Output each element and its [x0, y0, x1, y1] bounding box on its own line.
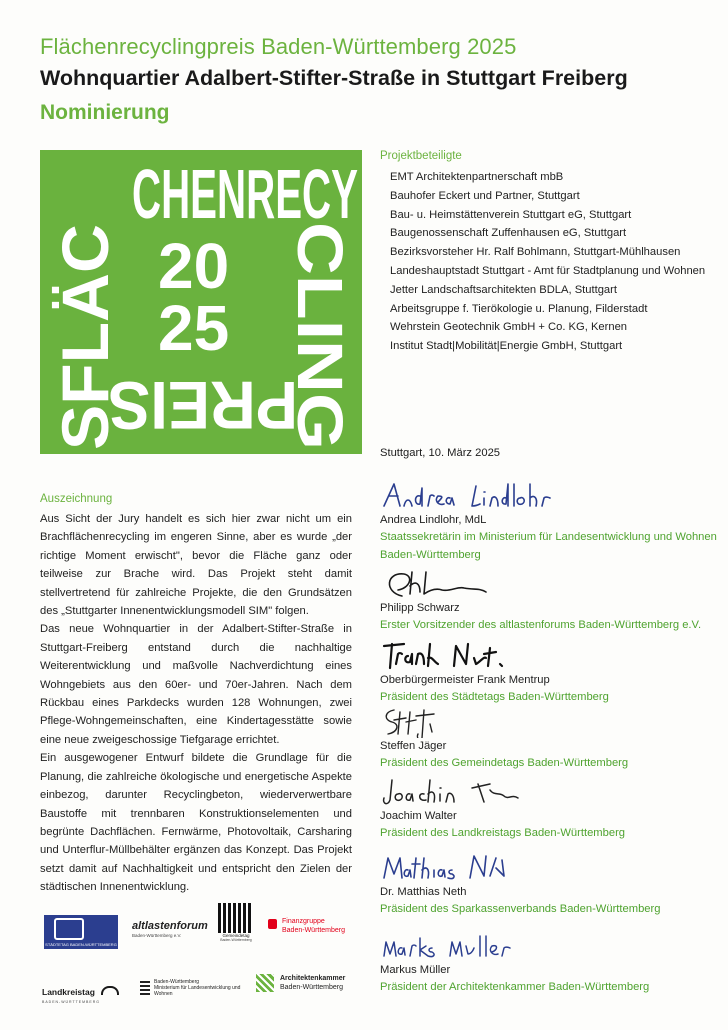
signature-block-jaeger: [380, 704, 720, 772]
list-item: Bau- u. Heimstättenverein Stuttgart eG, Stuttgart: [390, 208, 632, 221]
list-item: Jetter Landschaftsarchitekten BDLA, Stuttgart: [390, 283, 617, 296]
finanzgruppe-logo: [268, 917, 358, 935]
signatory-role: Präsident des Städtetags Baden-Württemberg: [380, 691, 609, 703]
signatory-role: Präsident des Sparkassenverbands Baden-Württemberg: [380, 903, 661, 915]
list-item: Baugenossenschaft Zuffenhausen eG, Stuttgart: [390, 227, 627, 240]
place-date: Stuttgart, 10. März 2025: [380, 447, 501, 459]
award-paragraph: Aus Sicht der Jury handelt es sich hier zwar nicht um ein Brachflächenrecycling im engeren Sinne, aber es wurde „der richtige Moment erwischt", bevor die Fläche ganz oder teilweise zur Brache wird. Das Projekt steht damit stellvertretend für zahlreiche Projekte, die den Grundsätzen des „Stuttgarter Innenentwicklungsmodell SIM" folgen.: [40, 513, 352, 618]
logo-year-25: 25: [158, 292, 230, 364]
participants-heading: Projektbeteiligte: [380, 150, 462, 162]
list-item: Landeshauptstadt Stuttgart - Amt für Stadtplanung und Wohnen: [390, 264, 706, 277]
list-item: Arbeitsgruppe f. Tierökologie u. Planung, Filderstadt: [390, 302, 648, 315]
participants-list: [390, 168, 705, 356]
signatory-name: Philipp Schwarz: [380, 602, 460, 614]
architektenkammer-emblem: [256, 974, 274, 992]
signatory-role: Präsident des Gemeindetags Baden-Württemberg: [380, 757, 629, 769]
signatory-role: Präsident der Architektenkammer Baden-Württemberg: [380, 981, 650, 993]
landkreistag-sub: BADEN-WÜRTTEMBERG: [42, 1000, 100, 1004]
award-paragraph: Ein ausgewogener Entwurf bildete die Grundlage für die Planung, die zahlreiche ökologische und energetische Aspekte einbezog, darunter Recyclingbeton, wiederverwertbare Baustoffe mit trennbaren Konstruktionselementen und begrünte Dachflächen. Fernwärme, Photovoltaik, Carsharing und Unterflur-Müllbehälter ergänzen das Konzept. Das Projekt setzt damit auf Nachhaltigkeit und entspricht den Zielen der städtischen Innenentwicklung.: [40, 752, 352, 894]
logo-letters-bottom: PREIS: [108, 367, 298, 443]
landkreistag-label: Landkreistag: [42, 987, 95, 997]
logo-letters-right: CLING: [284, 222, 356, 422]
gemeindetag-label: Gemeindetag: [222, 933, 250, 938]
nomination-label: Nominierung: [40, 101, 170, 124]
signatory-name: Joachim Walter: [380, 810, 457, 822]
signature-block-neth: [380, 850, 720, 918]
staedtetag-label: STÄDTETAG BADEN-WÜRTTEMBERG: [45, 942, 117, 947]
ministerium-label: Baden-Württemberg: [154, 979, 200, 985]
award-paragraph: Das neue Wohnquartier in der Adalbert-Stifter-Straße in Stuttgart-Freiberg entstand durch die nachhaltige Weiterentwicklung und maßvolle Nachverdichtung eines Wohngebiets aus den 60er- und 70er-Jahren. Nach dem Rückbau eines Parkdecks wurden 128 Wohnungen, zwei Pflege-Wohngemeinschaften, eine Kindertagesstätte sowie eine neue zweigeschossige Tiefgarage errichtet.: [40, 623, 352, 746]
signatory-role: Präsident des Landkreistags Baden-Württemberg: [380, 827, 626, 839]
landkreistag-logo: [42, 982, 130, 1004]
staedtetag-emblem: [54, 918, 84, 940]
award-text-body: [40, 510, 352, 897]
award-logo-lettering: [40, 150, 362, 454]
signatory-name: Steffen Jäger: [380, 740, 447, 752]
logo-letters-top: CHENRECY: [132, 155, 358, 233]
staedtetag-logo: [44, 915, 118, 949]
finanzgruppe-sub: Baden-Württemberg: [282, 927, 346, 934]
gemeindetag-sub: Baden-Württemberg: [220, 938, 252, 942]
list-item: Institut Stadt|Mobilität|Energie GmbH, Stuttgart: [390, 340, 623, 353]
architektenkammer-label: Architektenkammer: [280, 975, 346, 982]
handwritten-signature: [380, 478, 560, 512]
list-item: Wehrstein Geotechnik GmbH + Co. KG, Kernen: [390, 321, 628, 334]
signatory-role: Erster Vorsitzender des altlastenforums Baden-Württemberg e.V.: [380, 619, 702, 631]
award-text-heading: Auszeichnung: [40, 493, 113, 505]
handwritten-signature: [380, 704, 560, 738]
signatory-name: Dr. Matthias Neth: [380, 886, 467, 898]
handwritten-signature: [380, 928, 560, 962]
signatory-name: Markus Müller: [380, 964, 451, 976]
list-item: Bauhofer Eckert und Partner, Stuttgart: [390, 189, 580, 202]
ministerium-logo: [140, 979, 244, 997]
handwritten-signature: [380, 638, 560, 672]
list-item: EMT Architektenpartnerschaft mbB: [390, 171, 564, 183]
signatory-name: Andrea Lindlohr, MdL: [380, 514, 487, 526]
architektenkammer-logo: [256, 974, 356, 992]
gemeindetag-logo: [218, 903, 254, 942]
list-item: Bezirksvorsteher Hr. Ralf Bohlmann, Stuttgart-Mühlhausen: [390, 246, 681, 259]
architektenkammer-sub: Baden-Württemberg: [280, 984, 344, 991]
handwritten-signature: [380, 566, 560, 600]
signatory-role: Staatssekretärin im Ministerium für Landesentwicklung und Wohnen Baden-Württemberg: [380, 531, 717, 561]
handwritten-signature: [380, 774, 560, 808]
logo-year-20: 20: [158, 230, 230, 302]
ministerium-sub: Ministerium für Landesentwicklung und Wohnen: [154, 985, 241, 997]
signature-block-mueller: [380, 928, 720, 996]
signature-block-schwarz: [380, 566, 720, 634]
signature-block-lindlohr: [380, 478, 720, 564]
gemeindetag-emblem: [218, 903, 252, 933]
logo-letters-left: SFLÄC: [48, 230, 122, 450]
state-coat-of-arms-icon: [140, 981, 150, 995]
sparkasse-icon: [268, 919, 277, 929]
signatory-name: Oberbürgermeister Frank Mentrup: [380, 674, 550, 686]
altlastenforum-sub: Baden-Württemberg e.V.: [132, 933, 182, 938]
handwritten-signature: [380, 850, 560, 884]
signature-block-mentrup: [380, 638, 720, 706]
project-title: Wohnquartier Adalbert-Stifter-Straße in Stuttgart Freiberg: [40, 66, 628, 90]
award-pretitle: Flächenrecyclingpreis Baden-Württemberg 2025: [40, 34, 517, 59]
award-logo-graphic: [40, 150, 362, 454]
signature-block-walter: [380, 774, 720, 842]
altlastenforum-wordmark: altlastenforum: [132, 920, 208, 932]
landkreistag-arc-icon: [101, 986, 119, 995]
finanzgruppe-label: Finanzgruppe: [282, 918, 325, 925]
altlastenforum-logo: [132, 920, 206, 938]
